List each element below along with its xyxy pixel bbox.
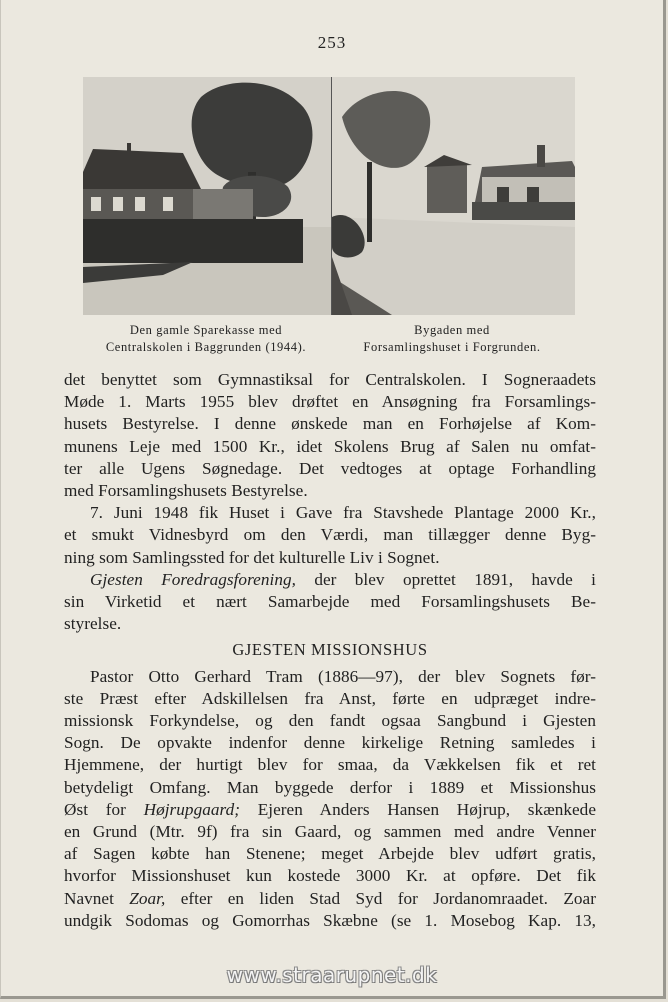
text-line: styrelse. <box>64 614 122 634</box>
text-line <box>64 799 596 821</box>
text-line: ning som Samlingssted for det kulturelle Liv i Sognet. <box>64 547 440 567</box>
text-line: Hjemmene, der hurtigt blev for smaa, da Vækkelsen fik et ret <box>64 755 596 775</box>
caption-left <box>83 322 329 356</box>
caption-right-line1: Bygaden med <box>414 323 490 337</box>
text-line: Sogn. De opvakte indenfor denne kirkelige Retning samledes i <box>64 733 596 753</box>
photo-captions <box>83 322 575 356</box>
text-line <box>64 569 596 591</box>
text-line: missionsk Forkyndelse, og den fandt ogsaa Sangbund i Gjesten <box>64 711 596 731</box>
text-line: hvorfor Missionshuset kun kostede 3000 Kr. at opføre. Det fik <box>64 866 596 886</box>
text-line: 7. Juni 1948 fik Huset i Gave fra Stavshede Plantage 2000 Kr., <box>90 503 596 523</box>
text-span: Øst for <box>64 799 144 819</box>
caption-right <box>329 322 575 356</box>
text-line: et smukt Vidnesbyrd om den Værdi, man tillægger denne Byg- <box>64 525 596 545</box>
text-line: med Forsamlingshusets Bestyrelse. <box>64 481 308 501</box>
text-line: en Grund (Mtr. 9f) fra sin Gaard, og sammen med andre Venner <box>64 822 596 842</box>
caption-left-line2: Centralskolen i Baggrunden (1944). <box>105 340 307 354</box>
text-span: Ejeren Anders Hansen Højrup, skænkede <box>240 799 596 819</box>
text-line: undgik Sodomas og Gomorrhas Skæbne (se 1. Mosebog Kap. 13, <box>64 910 596 930</box>
italic-place-name: Zoar, <box>129 888 166 908</box>
text-line: Møde 1. Marts 1955 blev drøftet en Ansøgning fra Forsamlings- <box>64 392 596 412</box>
photo-village-street <box>331 77 576 315</box>
text-line: ter alle Ugens Søgnedage. Det vedtoges at optage Forhandling <box>64 458 596 478</box>
text-line: af Sagen købte han Stenene; meget Arbejde blev udført gratis, <box>64 844 596 864</box>
page-number: 253 <box>317 33 347 52</box>
photo-old-savings-bank-image <box>83 77 331 315</box>
text-span: efter en liden Stad Syd for Jordanomraadet. Zoar <box>165 888 597 908</box>
text-line: munens Leje med 1500 Kr., idet Skolens Brug af Salen nu omfat- <box>64 436 596 456</box>
text-line: Pastor Otto Gerhard Tram (1886—97), der blev Sognets før- <box>90 666 596 686</box>
text-span: der blev oprettet 1891, havde i <box>295 569 596 589</box>
body-text <box>64 369 596 932</box>
text-line: det benyttet som Gymnastiksal for Centralskolen. I Sogneraadets <box>64 370 596 389</box>
text-line <box>64 888 596 910</box>
italic-place-name: Højrupgaard; <box>143 799 241 819</box>
watermark: www.straarupnet.dk <box>226 963 438 987</box>
text-line: sin Virketid et nært Samarbejde med Forsamlingshusets Be- <box>64 592 596 612</box>
section-heading: GJESTEN MISSIONSHUS <box>232 640 428 660</box>
caption-right-line2: Forsamlingshuset i Forgrunden. <box>363 340 541 354</box>
text-line: ste Præst efter Adskillelsen fra Anst, førte en udpræget indre- <box>64 688 596 708</box>
photo-village-street-image <box>332 77 576 315</box>
caption-left-line1: Den gamle Sparekasse med <box>129 323 283 337</box>
photo-pair <box>83 77 575 315</box>
italic-title: Gjesten Foredragsforening, <box>90 569 296 589</box>
text-line: betydeligt Omfang. Man byggede derfor i 1889 et Missionshus <box>64 777 596 797</box>
photo-old-savings-bank <box>83 77 331 315</box>
text-line: husets Bestyrelse. I denne ønskede man en Forhøjelse af Kom- <box>64 414 596 434</box>
text-span: Navnet <box>64 888 130 908</box>
